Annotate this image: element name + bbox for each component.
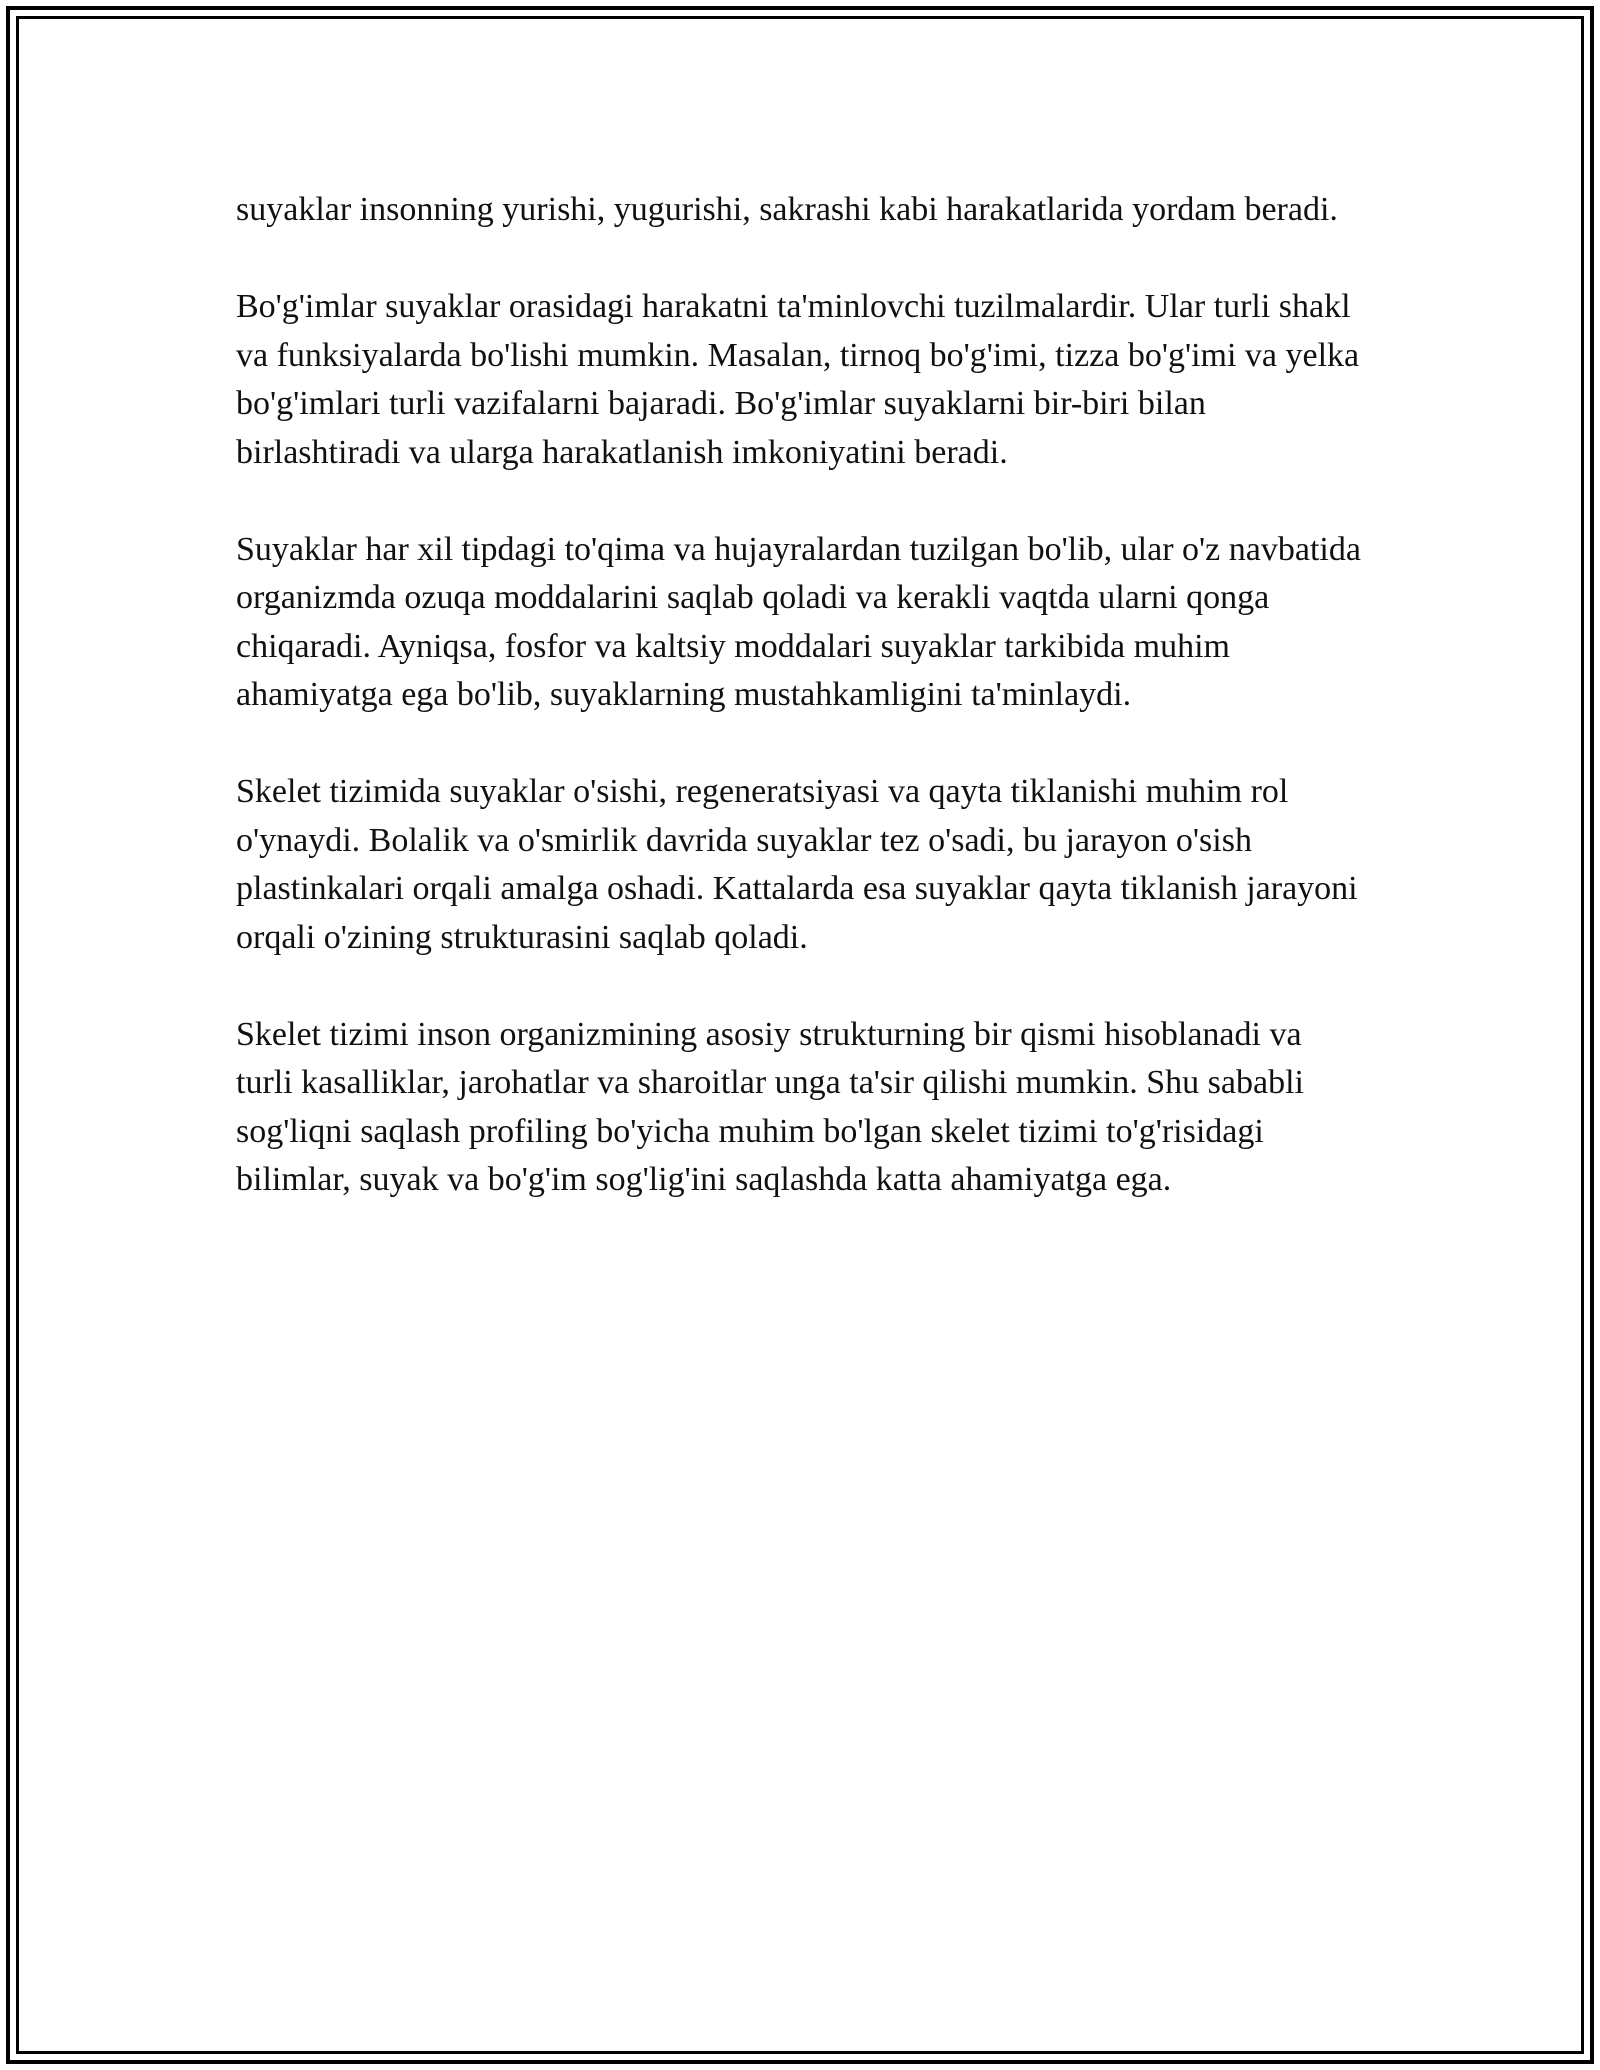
paragraph-4: Skelet tizimida suyaklar o'sishi, regeneratsiyasi va qayta tiklanishi muhim rol o'ynaydi. Bolalik va o'smirlik davrida suyaklar tez o'sadi, bu jarayon o'sish plastinkalari orqali amalga oshadi. Kattalarda esa suyaklar qayta tiklanish jarayoni orqali o'zining strukturasini saqlab qoladi.: [236, 773, 1358, 956]
document-body: [236, 186, 1366, 1253]
paragraph-1: suyaklar insonning yurishi, yugurishi, sakrashi kabi harakatlarida yordam beradi.: [236, 191, 1338, 228]
paragraph-3: Suyaklar har xil tipdagi to'qima va hujayralardan tuzilgan bo'lib, ular o'z navbatida organizmda ozuqa moddalarini saqlab qoladi va kerakli vaqtda ularni qonga chiqaradi. Ayniqsa, fosfor va kaltsiy moddalari suyaklar tarkibida muhim ahamiyatga ega bo'lib, suyaklarning mustahkamligini ta'minlaydi.: [236, 530, 1361, 713]
paragraph-2: Bo'g'imlar suyaklar orasidagi harakatni ta'minlovchi tuzilmalardir. Ular turli shakl va funksiyalarda bo'lishi mumkin. Masalan, tirnoq bo'g'imi, tizza bo'g'imi va yelka bo'g'imlari turli vazifalarni bajaradi. Bo'g'imlar suyaklarni bir-biri bilan birlashtiradi va ularga harakatlanish imkoniyatini beradi.: [236, 288, 1360, 471]
paragraph-5: Skelet tizimi inson organizmining asosiy strukturning bir qismi hisoblanadi va turli kasalliklar, jarohatlar va sharoitlar unga ta'sir qilishi mumkin. Shu sababli sog'liqni saqlash profiling bo'yicha muhim bo'lgan skelet tizimi to'g'risidagi bilimlar, suyak va bo'g'im sog'lig'ini saqlashda katta ahamiyatga ega.: [236, 1015, 1304, 1198]
